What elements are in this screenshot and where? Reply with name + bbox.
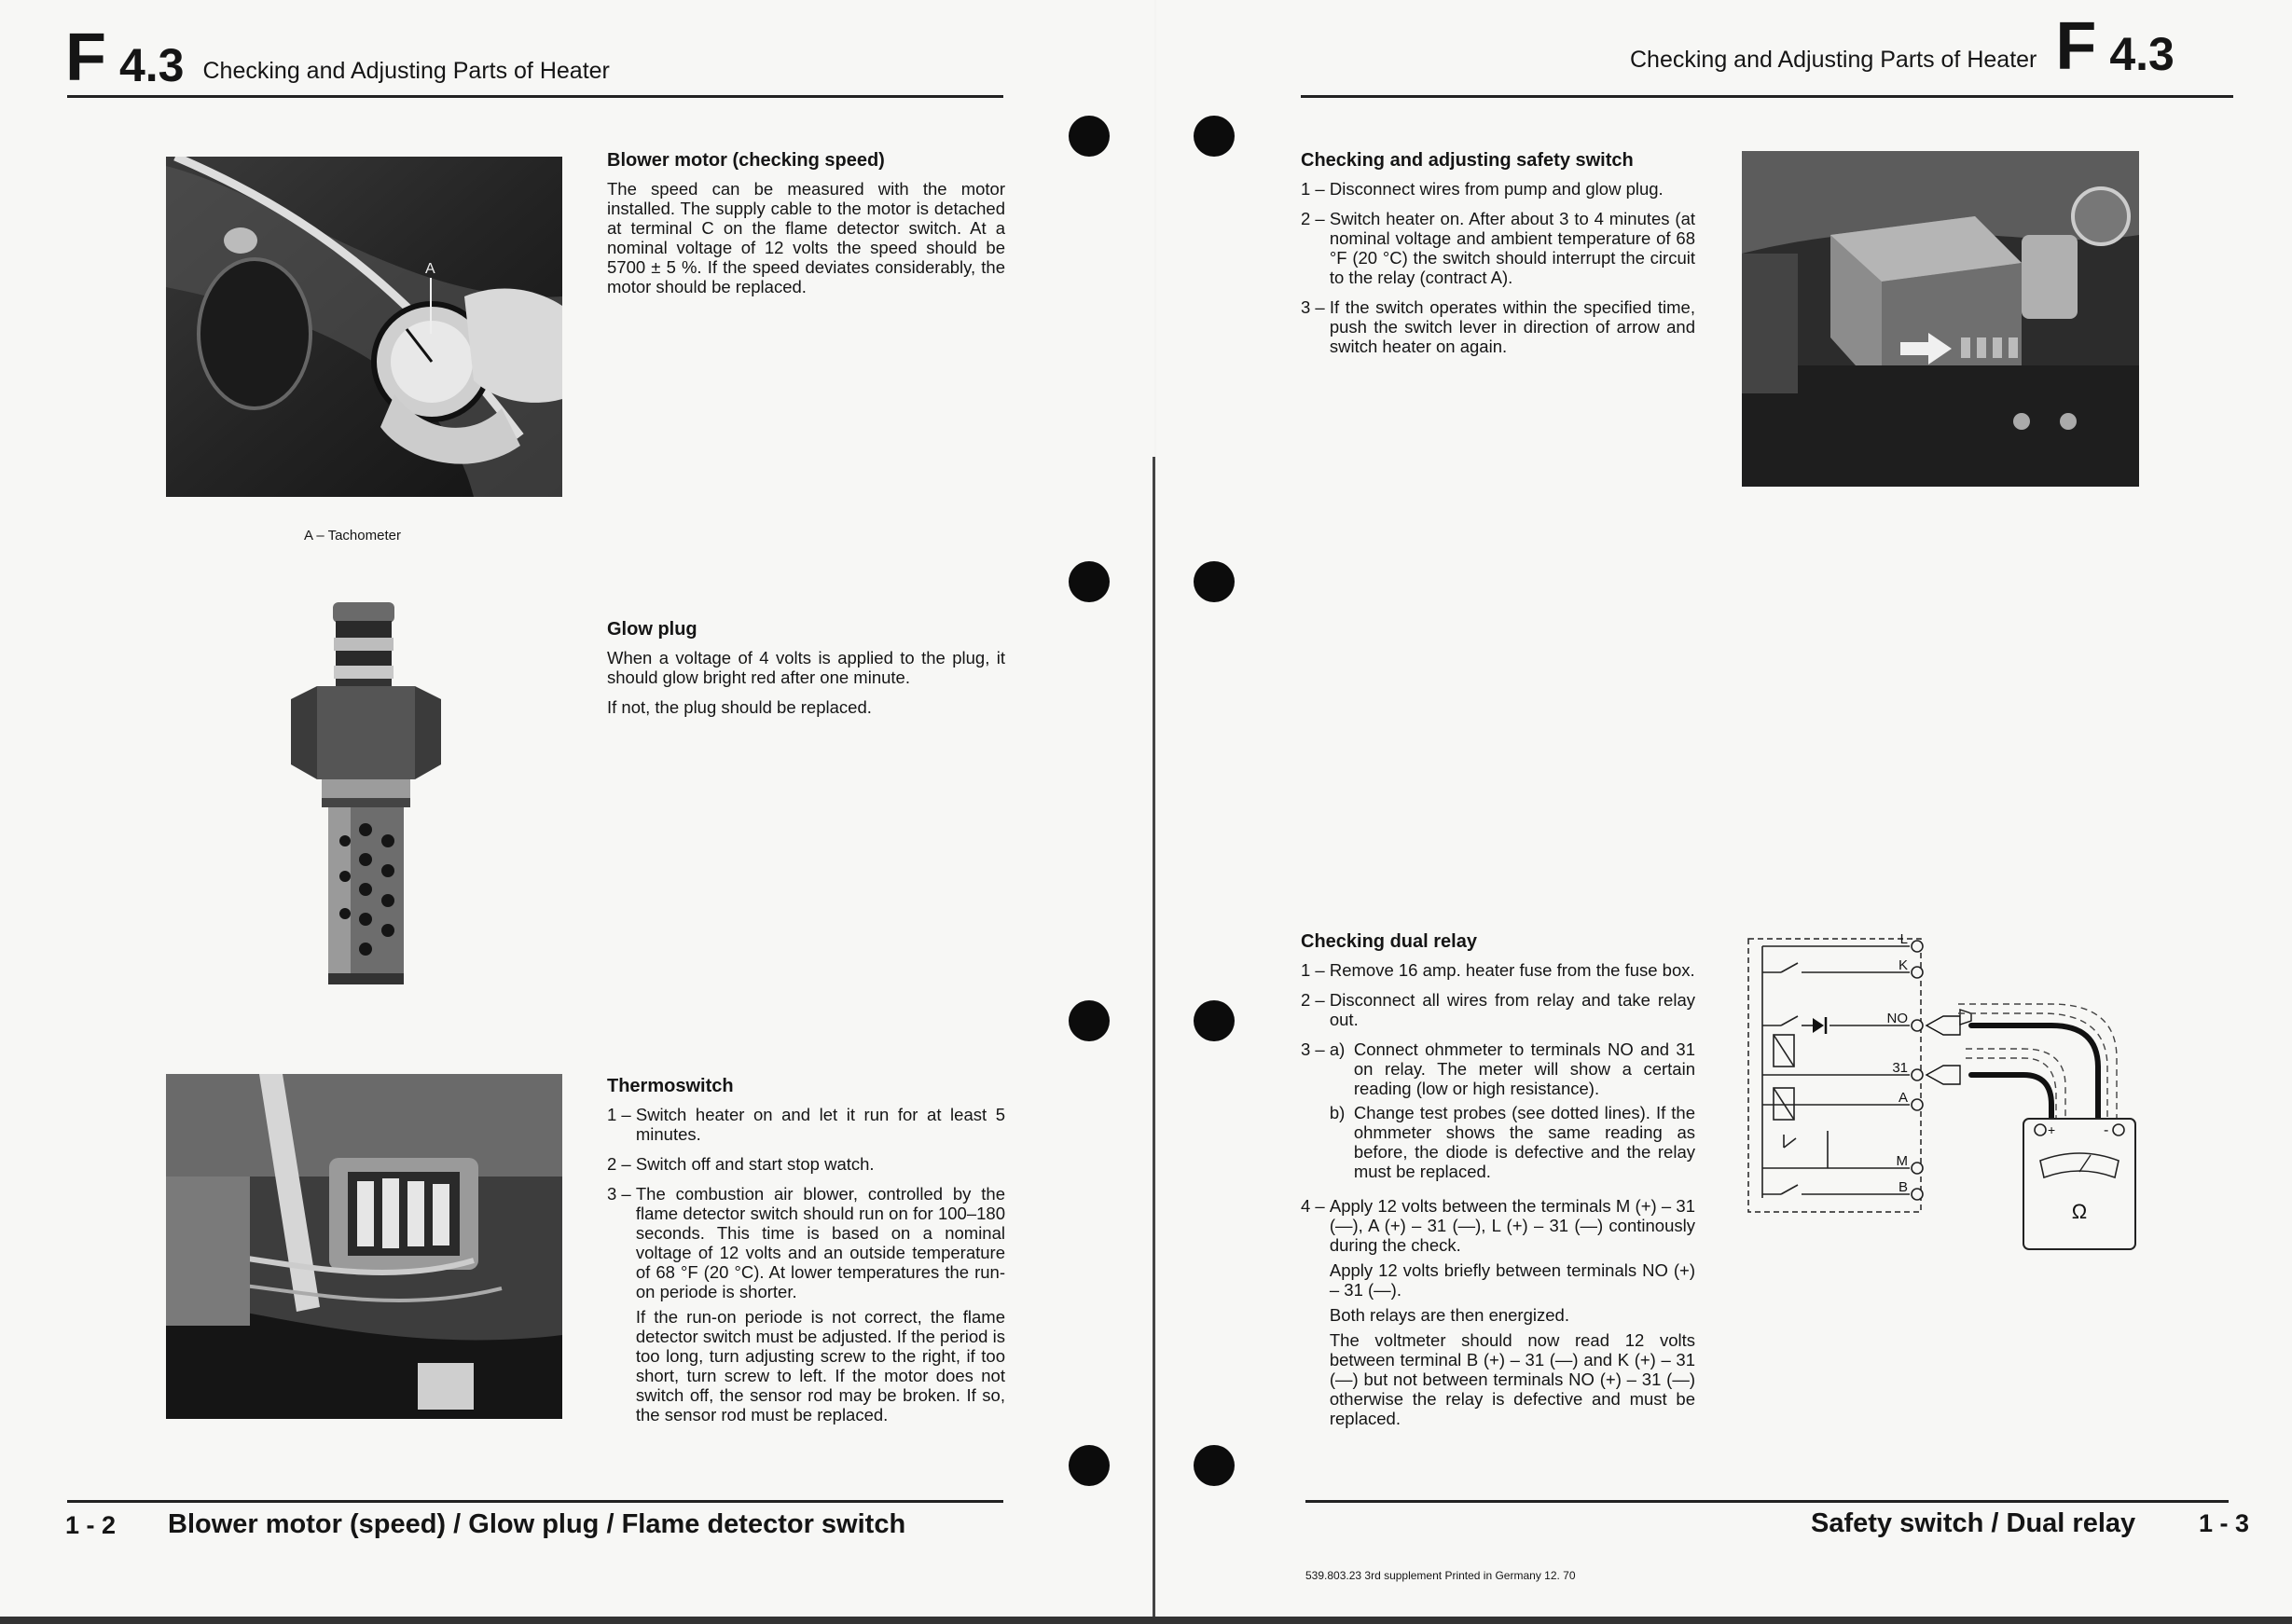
list-item: [1301, 1196, 1695, 1434]
step-text: The voltmeter should now read 12 volts between terminal B (+) – 31 (—) and K (+) – 31 (—) but not between terminals NO (+) – 31 (—) otherwise the relay is defective and must be replaced.: [1329, 1330, 1695, 1428]
punch-hole: [1194, 116, 1235, 157]
safety-switch-heading: Checking and adjusting safety switch: [1301, 150, 1634, 171]
header-rule: [67, 95, 1003, 98]
list-item: [1301, 297, 1695, 356]
sub-step-label: a): [1329, 1039, 1346, 1059]
left-page-header: [65, 21, 610, 95]
print-note: 539.803.23 3rd supplement Printed in Germany 12. 70: [1305, 1569, 1576, 1582]
right-footer-title: Safety switch / Dual relay: [1811, 1508, 2136, 1538]
blower-motor-section: [607, 151, 1005, 307]
step-text-group: [1330, 1039, 1695, 1186]
step-text: If the switch operates within the specified time, push the switch lever in direction of arrow and switch heater on again.: [1329, 297, 1695, 356]
header-section-number: 4.3: [118, 38, 185, 91]
dual-relay-diagram: [1744, 928, 2163, 1268]
glow-plug-photo: [280, 597, 452, 993]
dual-relay-section: [1301, 932, 1695, 1444]
punch-hole: [1069, 1000, 1110, 1041]
step-number: 3 –: [1301, 297, 1330, 317]
terminal-label-a: A: [1898, 1090, 1908, 1106]
sub-step-a: [1330, 1039, 1695, 1098]
glow-plug-section: [607, 620, 1005, 727]
meter-minus-label: -: [2104, 1122, 2109, 1138]
header-letter: F: [65, 21, 106, 95]
terminal-label-b: B: [1898, 1179, 1908, 1195]
step-number: 2 –: [1301, 209, 1330, 228]
left-footer-title: Blower motor (speed) / Glow plug / Flame detector switch: [168, 1509, 906, 1539]
header-section-number: 4.3: [2109, 27, 2175, 80]
punch-hole: [1069, 561, 1110, 602]
punch-hole: [1069, 1445, 1110, 1486]
dual-relay-heading: Checking dual relay: [1301, 931, 1477, 952]
sub-step-text: Connect ohmmeter to terminals NO and 31 on relay. The meter will show a certain reading (low or high resistance).: [1353, 1039, 1695, 1098]
footer-rule: [67, 1500, 1003, 1503]
blower-motor-heading: Blower motor (checking speed): [607, 150, 885, 171]
step-text: If the run-on periode is not correct, the flame detector switch must be adjusted. If the period is too long, turn adjusting screw to the right, if too short, turn screw to left. If the motor does not switch off, the sensor rod may be broken. If so, the sensor rod must be replaced.: [635, 1307, 1005, 1424]
step-number: 3 –: [607, 1184, 636, 1204]
scan-edge: [0, 1617, 2292, 1624]
list-item: [1301, 1039, 1695, 1186]
punch-hole: [1194, 1000, 1235, 1041]
book-spine: [1153, 457, 1155, 1624]
step-text: Switch off and start stop watch.: [635, 1154, 875, 1174]
step-text: Disconnect all wires from relay and take relay out.: [1329, 990, 1695, 1029]
glow-plug-text-1: When a voltage of 4 volts is applied to the plug, it should glow bright red after one minute.: [607, 648, 1005, 687]
step-text: Switch heater on. After about 3 to 4 minutes (at nominal voltage and ambient temperature of 68 °F (20 °C) the switch should interrupt the circuit to the relay (contract A).: [1329, 209, 1695, 287]
sub-step-label: b): [1329, 1103, 1346, 1122]
list-item: [1301, 990, 1695, 1029]
safety-switch-steps: [1301, 179, 1695, 356]
right-page: [1156, 0, 2292, 1624]
list-item: [607, 1184, 1005, 1430]
step-text-group: [1330, 1196, 1695, 1434]
glow-plug-heading: Glow plug: [607, 619, 697, 640]
header-rule: [1301, 95, 2233, 98]
left-page-number: 1 - 2: [65, 1511, 117, 1539]
step-text: Apply 12 volts between the terminals M (+) – 31 (—), A (+) – 31 (—), L (+) – 31 (—) continously during the check.: [1329, 1196, 1695, 1255]
terminal-label-l: L: [1899, 931, 1908, 947]
step-number: 2 –: [607, 1154, 636, 1174]
tachometer-caption: A – Tachometer: [304, 528, 401, 544]
ohmmeter: [2023, 1119, 2135, 1249]
thermoswitch-section: [607, 1077, 1005, 1440]
sub-step-text: Change test probes (see dotted lines). If the ohmmeter shows the same reading as before, the diode is defective and the relay must be replaced.: [1353, 1103, 1695, 1181]
step-number: 1 –: [607, 1105, 636, 1124]
safety-switch-section: [1301, 151, 1695, 366]
footer-rule: [1305, 1500, 2229, 1503]
list-item: [1301, 179, 1695, 199]
step-text: Apply 12 volts briefly between terminals NO (+) – 31 (—).: [1329, 1260, 1695, 1300]
thermoswitch-photo: [166, 1074, 562, 1419]
terminal-label-k: K: [1898, 957, 1908, 973]
punch-hole: [1194, 1445, 1235, 1486]
step-text: Switch heater on and let it run for at least 5 minutes.: [635, 1105, 1005, 1144]
sub-step-b: [1330, 1103, 1695, 1181]
list-item: [1301, 209, 1695, 287]
photo-label-a: A: [425, 261, 435, 277]
header-letter: F: [2055, 9, 2097, 84]
ohm-symbol: Ω: [2071, 1200, 2088, 1223]
step-number: 3 –: [1301, 1039, 1330, 1059]
header-title: Checking and Adjusting Parts of Heater: [202, 57, 610, 84]
blower-motor-text: The speed can be measured with the motor installed. The supply cable to the motor is detached at terminal C on the flame detector switch. At a nominal voltage of 12 volts the speed should be 5700 ± 5 %. If the speed deviates considerably, the motor should be replaced.: [607, 179, 1005, 296]
list-item: [607, 1105, 1005, 1144]
step-text: Disconnect wires from pump and glow plug.: [1329, 179, 1664, 199]
list-item: [607, 1154, 1005, 1174]
punch-hole: [1069, 116, 1110, 157]
thermoswitch-heading: Thermoswitch: [607, 1076, 734, 1096]
meter-plus-label: +: [2048, 1122, 2056, 1137]
step-number: 1 –: [1301, 960, 1330, 980]
step-number: 4 –: [1301, 1196, 1330, 1216]
step-number: 1 –: [1301, 179, 1330, 199]
step-text: Both relays are then energized.: [1329, 1305, 1569, 1325]
step-number: 2 –: [1301, 990, 1330, 1010]
step-text-group: [636, 1184, 1005, 1430]
list-item: [1301, 960, 1695, 980]
step-text: Remove 16 amp. heater fuse from the fuse box.: [1329, 960, 1695, 980]
terminal-label-31: 31: [1892, 1060, 1908, 1076]
terminal-label-m: M: [1896, 1153, 1908, 1169]
header-title: Checking and Adjusting Parts of Heater: [1630, 46, 2037, 73]
step-text: The combustion air blower, controlled by the flame detector switch should run on for 100–180 seconds. This time is based on a nominal voltage of 12 volts and an outside temperature of 68 °F (20 °C). At lower temperatures the run-on periode is shorter.: [635, 1184, 1005, 1301]
terminal-label-no: NO: [1886, 1011, 1908, 1026]
diode-symbol: [1813, 1018, 1824, 1033]
tachometer-photo: [166, 157, 562, 497]
glow-plug-text-2: If not, the plug should be replaced.: [607, 697, 872, 717]
right-page-number: 1 - 3: [2199, 1509, 2250, 1537]
safety-switch-photo: [1742, 151, 2139, 487]
thermoswitch-steps: [607, 1105, 1005, 1430]
right-page-header: [1630, 9, 2175, 84]
punch-hole: [1194, 561, 1235, 602]
dual-relay-steps: [1301, 960, 1695, 1434]
